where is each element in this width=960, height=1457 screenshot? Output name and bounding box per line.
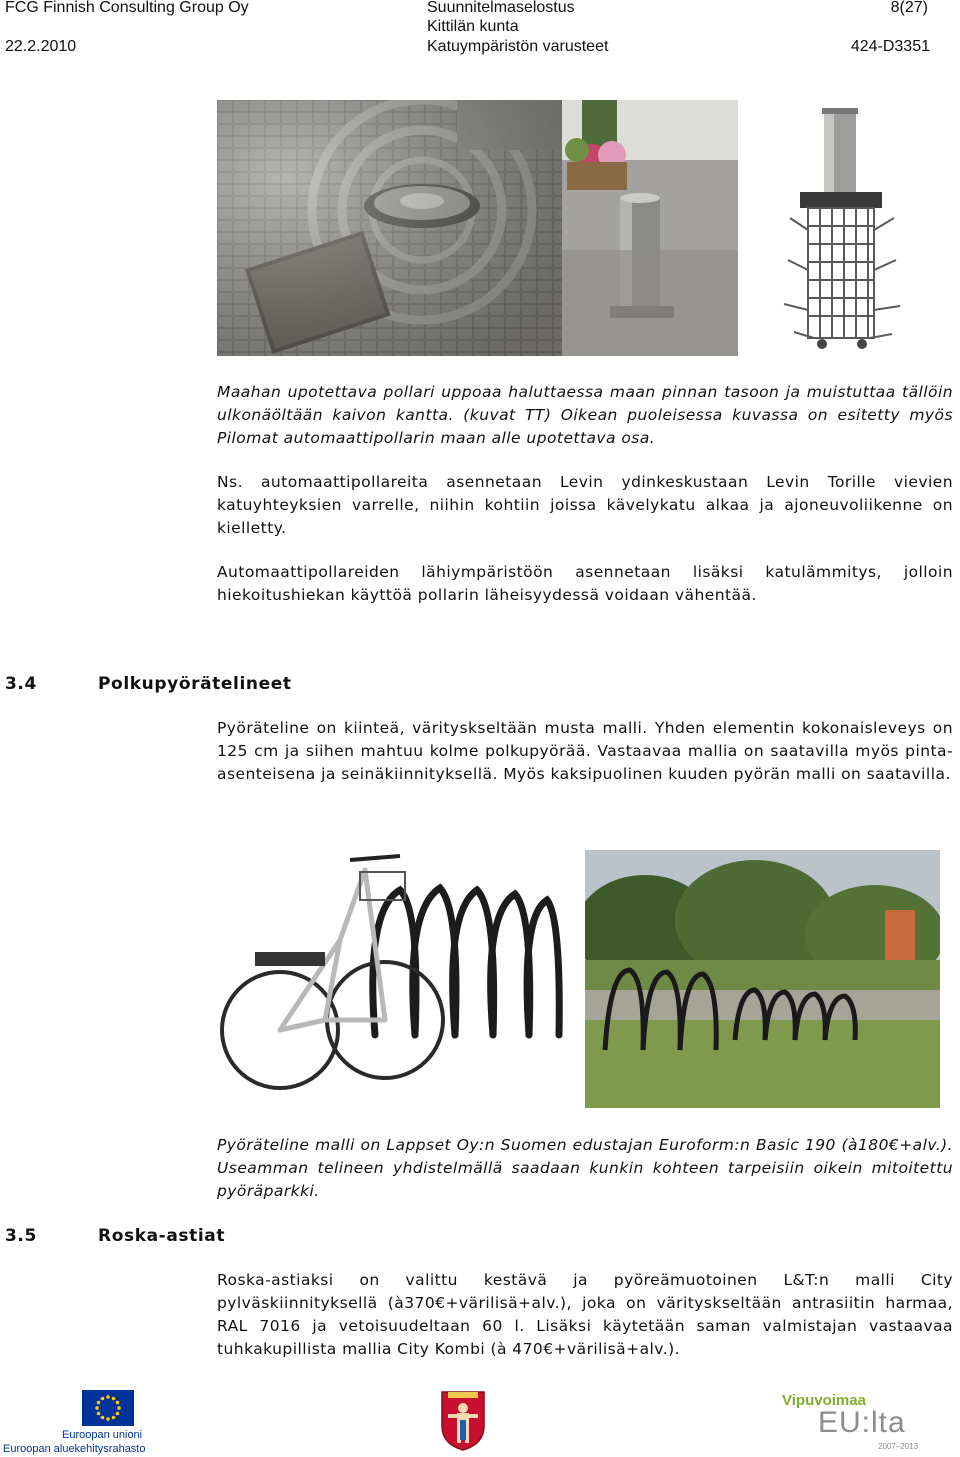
header-client: Kittilän kunta: [427, 18, 519, 35]
photo-sunken-bollard: [217, 100, 562, 356]
eu-stars-icon: [82, 1390, 134, 1426]
eu-flag-logo: [82, 1390, 134, 1426]
eu-union-label: Euroopan unioni: [62, 1429, 143, 1441]
section-title: Roska-astiat: [98, 1226, 226, 1246]
section-number: 3.4: [5, 674, 37, 694]
section-title: Polkupyörätelineet: [98, 674, 292, 694]
waste-bin-paragraph: Roska-astiaksi on valittu kestävä ja pyöreämuotoinen L&T:n malli City pylväskiinnityksellä (à370€+värilisä+alv.), joka on värityskseltään antrasiitin harmaa, RAL 7016 ja vetoisuudeltaan 60 l. Lisäksi käytetään saman valmistajan vastaavaa tuhkakupillista mallia City Kombi (à 470€+värilisä+alv.).: [217, 1271, 953, 1358]
header-doc-type: Suunnitelmaselostus: [427, 0, 575, 16]
header-subject: Katuympäristön varusteet: [427, 38, 609, 55]
bike-rack-paragraph: Pyöräteline on kiinteä, värityskseltään musta malli. Yhden elementin kokonaisleveys on 125 cm ja siihen mahtuu kolme polkupyörää. Vastaavaa mallia on saatavilla myös pinta-asenteisena ja seinäkiinnityksellä. Myös kaksipuolinen kuuden pyörän malli on saatavilla.: [217, 719, 953, 783]
header-date: 22.2.2010: [5, 38, 77, 55]
bollard-paragraph-1: Ns. automaattipollareita asennetaan Levin ydinkeskustaan Levin Torille vievien katuyhteyksien varrelle, niihin kohtiin joissa kävelykatu alkaa ja ajoneuvoliikenne on kielletty.: [217, 473, 953, 537]
bike-rack-photo-caption: Pyöräteline malli on Lappset Oy:n Suomen edustajan Euroform:n Basic 190 (à180€+alv.). Useamman telineen yhdistelmällä saadaan kunkin kohteen tarpeisiin oikein mitoitettu pyöräparkki.: [217, 1136, 953, 1200]
photo-raised-bollard: [562, 100, 738, 356]
program-period-label: 2007–2013: [878, 1442, 919, 1451]
header-page-number: 8(27): [890, 0, 928, 16]
eu-alta-label: EU:lta: [818, 1406, 906, 1439]
vipuvoimaa-label: Vipuvoimaa: [782, 1392, 866, 1409]
photo-park-bike-racks: [585, 850, 940, 1108]
bollard-paragraph-2: Automaattipollareiden lähiympäristöön asennetaan lisäksi katulämmitys, jolloin hiekoitushiekan käyttöä pollarin läheisyydessä voidaan vähentää.: [217, 563, 953, 604]
header-company: FCG Finnish Consulting Group Oy: [5, 0, 249, 16]
eu-fund-label: Euroopan aluekehitysrahasto: [3, 1443, 146, 1455]
photo-pilomat-bollard: [738, 100, 950, 356]
bollard-photo-caption: Maahan upotettava pollari uppoaa haluttaessa maan pinnan tasoon ja muistuttaa tällöin ulkonäöltään kaivon kantta. (kuvat TT) Oikean puoleisessa kuvassa on esitetty myös Pilomat automaattipollarin maan alle upotettava osa.: [217, 383, 953, 447]
kittila-coat-of-arms-logo: [440, 1390, 486, 1452]
section-heading-waste-bins: [5, 1225, 225, 1247]
photo-bicycle-rack: [215, 830, 570, 1105]
header-project-code: 424-D3351: [850, 38, 930, 55]
section-heading-bike-racks: [5, 673, 292, 695]
section-number: 3.5: [5, 1226, 37, 1246]
